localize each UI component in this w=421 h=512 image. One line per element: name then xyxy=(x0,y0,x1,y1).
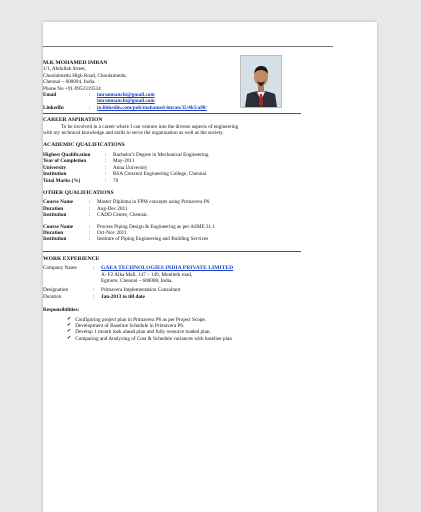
candidate-name: M.K MOHAMED IMRAN xyxy=(43,60,108,66)
academic-value: Anna University xyxy=(113,164,148,171)
address-line: Chennai – 600094, India. xyxy=(43,79,96,86)
phone-number: Phone No +91-9952319534 xyxy=(43,85,101,92)
linkedin-link[interactable]: in.linkedin.com/pub/mohamed-imran/35/4b5/a88/ xyxy=(97,104,207,111)
designation-label: Designation xyxy=(43,287,69,294)
checkmark-icon: ✔ xyxy=(67,335,72,341)
academic-label: Highest Qualification xyxy=(43,151,91,158)
academic-label: Year of Completion xyxy=(43,158,87,165)
linkedin-label: LinkedIn xyxy=(43,104,64,111)
course-value: CADD Centre, Chennai. xyxy=(97,212,149,219)
header-rule xyxy=(43,46,333,47)
course-label: Course Name xyxy=(43,199,74,206)
checkmark-icon: ✔ xyxy=(67,323,72,328)
responsibility-text: Develop 1 month look ahead plan and fully resource loaded plan. xyxy=(75,329,211,336)
other-heading: OTHER QUALIFICATIONS xyxy=(43,189,114,196)
resume-document: M.K MOHAMED IMRAN 1/1, Abdullah Street, Choolaimedu High Road, Choolaimedu, Chennai – 600094, India. Phone No +91-9952319534 Email : imranmanchi@gmail.com imranmanchi@gmail.com LinkedIn : in.linkedin.com/pub/mohamed-imran/35/4b5/a88/ CAREER ASPIRATION To be involved in a career where I can venture into the diverse aspects of engineering with my technical knowledge and skills to serve the organization as well as the society. ACADEMIC QUALIFICATIONS Highest Qualification : Bachelor's Degree in Mechanical Engineering Year of Completion : May-2011 University : Anna University Institution : BSA Crescent Engineering College, Chennai Total Marks (%) : 70 OTHER QUALIFICATIONS Course Name : Master Diploma in FPM concepts using Primavera P6. Duration : Aug-Dec 2011 Institution : CADD Centre, Chennai. Course Name : Process Piping Design & Engineering as per ASME 31.1 Duration : Oct-Nov 2011 Institution : Institute of Piping Engineering and Building Services WORK EXPERIENCE Company Name : GAEA TECHNOLOGIES INDIA PRIVATE LIMITED A- F2 Alka Mall, 147 – 149, Montieth road, Egmore, Chennai – 600008, India. Designation : Primavera Implementation Consultant Duration : Jan-2013 to till date Responsibilities: ✔ Configuring project plan in Primavera P6 as per Project Scope. ✔ Development of Baseline Schedule in Primavera P6. ✔ Develop 1 month look ahead plan and fully resource loaded plan. ✔ Comparing and Analyzing of Cost & Schedule variances with baseline plan xyxy=(43,60,301,342)
checkmark-icon: ✔ xyxy=(67,329,72,335)
section-rule xyxy=(43,113,301,114)
academic-value: 70 xyxy=(113,177,119,184)
list-item xyxy=(67,336,301,342)
email-link[interactable]: imranmanchi@gmail.com xyxy=(97,92,155,99)
email-label: Email xyxy=(43,92,57,99)
address-line: Choolaimedu High Road, Choolaimedu, xyxy=(43,72,127,79)
course-value: Aug-Dec 2011 xyxy=(97,205,128,212)
email-link[interactable]: imranmanchi@gmail.com xyxy=(97,98,155,105)
duration-value: Jan-2013 to till date xyxy=(101,293,145,300)
academic-value: Bachelor's Degree in Mechanical Engineering xyxy=(113,151,209,158)
career-heading: CAREER ASPIRATION xyxy=(43,117,103,124)
course-value: Master Diploma in FPM concepts using Primavera P6. xyxy=(97,199,211,206)
section-rule xyxy=(43,251,301,252)
academic-heading: ACADEMIC QUALIFICATIONS xyxy=(43,142,125,149)
course-value: Oct-Nov 2011 xyxy=(97,229,127,236)
academic-value: May-2011 xyxy=(113,158,135,165)
course-label: Course Name xyxy=(43,223,74,230)
course-value: Institute of Piping Engineering and Building Services xyxy=(97,236,209,243)
designation-value: Primavera Implementation Consultant xyxy=(101,287,181,294)
academic-label: University xyxy=(43,164,67,171)
responsibilities-heading: Responsibilities: xyxy=(43,307,80,314)
checkmark-icon: ✔ xyxy=(67,316,72,322)
company-label: Company Name xyxy=(43,265,77,272)
responsibility-text: Development of Baseline Schedule in Primavera P6. xyxy=(75,323,185,329)
course-value: Process Piping Design & Engineering as per ASME 31.1 xyxy=(97,223,216,230)
company-name[interactable]: GAEA TECHNOLOGIES INDIA PRIVATE LIMITED xyxy=(101,265,234,272)
work-heading: WORK EXPERIENCE xyxy=(43,255,100,262)
course-label: Institution xyxy=(43,212,67,219)
career-text: To be involved in a career where I can venture into the diverse aspects of engineering xyxy=(61,123,239,130)
career-text: with my technical knowledge and skills to serve the organization as well as the society. xyxy=(43,130,224,137)
course-label: Duration xyxy=(43,229,64,236)
company-address: A- F2 Alka Mall, 147 – 149, Montieth road, xyxy=(101,271,193,278)
company-address: Egmore, Chennai – 600008, India. xyxy=(101,277,173,284)
course-label: Institution xyxy=(43,236,67,243)
responsibility-text: Comparing and Analyzing of Cost & Schedule variances with baseline plan xyxy=(75,335,232,342)
responsibility-text: Configuring project plan in Primavera P6 as per Project Scope. xyxy=(75,316,207,323)
academic-label: Institution xyxy=(43,171,67,178)
duration-label: Duration xyxy=(43,293,62,300)
academic-value: BSA Crescent Engineering College, Chennai xyxy=(113,171,207,178)
address-line: 1/1, Abdullah Street, xyxy=(43,66,86,73)
academic-label: Total Marks (%) xyxy=(43,177,81,184)
course-label: Duration xyxy=(43,205,64,212)
